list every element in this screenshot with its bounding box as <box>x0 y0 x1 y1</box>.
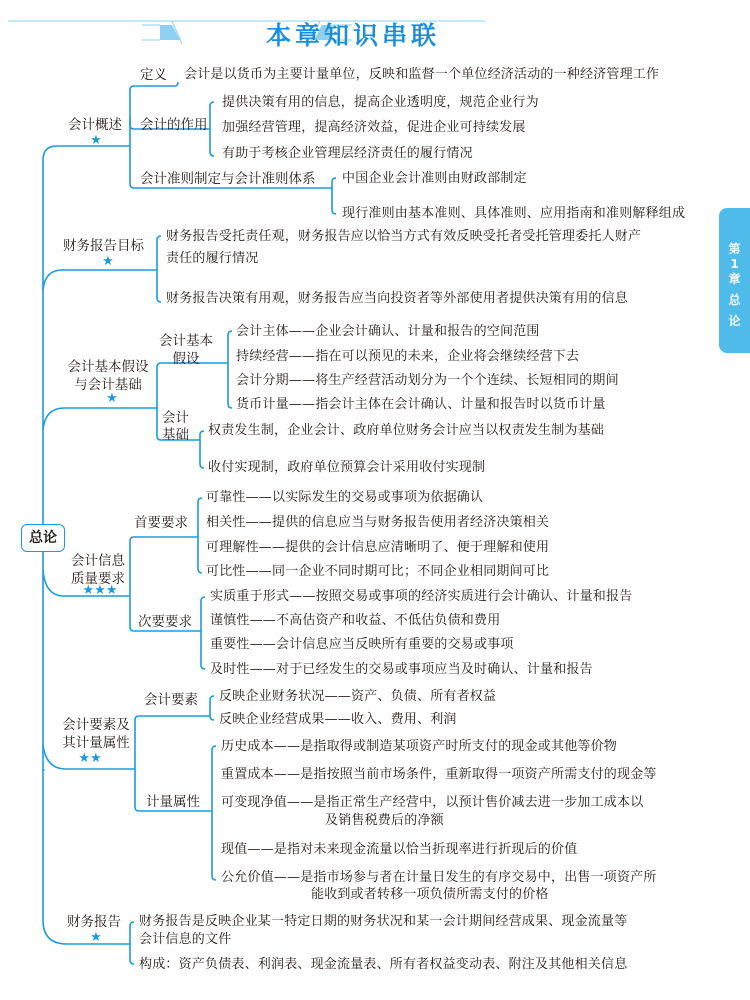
leaf-text: 谨慎性——不高估资产和收益、不低估负债和费用 <box>210 613 501 628</box>
sub-label[interactable] <box>162 410 189 444</box>
sub-label[interactable]: 会计要素 <box>144 692 198 708</box>
leaf-text: 中国企业会计准则由财政部制定 <box>342 171 527 186</box>
leaf-text: 会计主体——企业会计确认、计量和报告的空间范围 <box>236 324 540 339</box>
leaf-text: 财务报告受托责任观，财务报告应以恰当方式有效反映受托者受托管理委托人财产 <box>166 229 642 244</box>
sub-label[interactable]: 会计的作用 <box>140 117 208 133</box>
leaf-text: 权责发生制，企业会计、政府单位财务会计应当以权责发生制为基础 <box>208 423 605 438</box>
importance-stars: ★ <box>106 391 118 406</box>
leaf-text: 有助于考核企业管理层经济责任的履行情况 <box>222 146 473 161</box>
leaf-text: 加强经营管理，提高经济效益，促进企业可持续发展 <box>222 120 526 135</box>
leaf-text: 提供决策有用的信息，提高企业透明度，规范企业行为 <box>222 95 539 110</box>
branch-label-line: 会计基本假设 <box>67 359 149 375</box>
page-title: 本章知识串联 <box>266 21 441 50</box>
leaf-text: 反映企业经营成果——收入、费用、利润 <box>219 712 457 727</box>
branch-label[interactable]: 财务报告 <box>67 914 121 930</box>
leaf-text: 会计分期——将生产经营活动划分为一个个连续、长短相同的期间 <box>236 373 619 388</box>
leaf-text: 及销售税费后的净额 <box>325 813 444 828</box>
sub-label[interactable]: 计量属性 <box>146 794 200 810</box>
leaf-text: 财务报告决策有用观，财务报告应当向投资者等外部使用者提供决策有用的信息 <box>166 291 629 306</box>
branch-label[interactable]: 财务报告目标 <box>63 238 144 254</box>
sub-label-line: 基础 <box>162 427 189 443</box>
leaf-text: 能收到或者转移一项负债所需支付的价格 <box>311 887 549 902</box>
side-tab-char: 总 <box>728 293 741 307</box>
leaf-text: 构成：资产负债表、利润表、现金流量表、所有者权益变动表、附注及其他相关信息 <box>139 957 628 972</box>
leaf-text: 持续经营——指在可以预见的未来，企业将会继续经营下去 <box>236 349 580 364</box>
root-node[interactable]: 总论 <box>21 524 65 552</box>
leaf-text: 公允价值——是指市场参与者在计量日发生的有序交易中，出售一项资产所 <box>221 870 657 885</box>
leaf-text: 反映企业财务状况——资产、负债、所有者权益 <box>219 689 497 704</box>
leaf-text: 财务报告是反映企业某一特定日期的财务状况和某一会计期间经营成果、现金流量等 <box>139 914 628 929</box>
leaf-text: 会计是以货币为主要计量单位，反映和监督一个单位经济活动的一种经济管理工作 <box>184 67 660 82</box>
branch-label[interactable]: 会计概述 <box>68 117 122 133</box>
leaf-text: 可理解性——提供的会计信息应清晰明了、便于理解和使用 <box>206 540 550 555</box>
branch-label-line: 质量要求 <box>71 571 125 587</box>
importance-stars: ★ <box>102 254 114 269</box>
sub-label-line: 会计 <box>162 410 189 426</box>
sub-label[interactable]: 会计准则制定与会计准则体系 <box>140 171 316 187</box>
leaf-text: 可变现净值——是指正常生产经营中，以预计售价减去进一步加工成本以 <box>221 795 644 810</box>
side-tab-char: 章 <box>728 272 741 286</box>
leaf-text: 相关性——提供的信息应当与财务报告使用者经济决策相关 <box>206 515 550 530</box>
branch-label-line: 会计信息 <box>71 553 125 569</box>
branch-label-line: 会计要素及 <box>62 717 130 733</box>
leaf-text: 重置成本——是指按照当前市场条件，重新取得一项资产所需支付的现金等 <box>221 767 657 782</box>
sub-label[interactable] <box>155 332 217 368</box>
leaf-text: 实质重于形式——按照交易或事项的经济实质进行会计确认、计量和报告 <box>210 589 633 604</box>
leaf-text: 可靠性——以实际发生的交易或事项为依据确认 <box>206 490 484 505</box>
importance-stars: ★ <box>90 930 102 945</box>
leaf-text: 现值——是指对未来现金流量以恰当折现率进行折现后的价值 <box>221 842 578 857</box>
leaf-text: 现行准则由基本准则、具体准则、应用指南和准则解释组成 <box>342 206 686 221</box>
branch-label[interactable] <box>56 716 136 752</box>
importance-stars: ★★ <box>78 751 102 766</box>
leaf-text: 责任的履行情况 <box>166 251 259 266</box>
leaf-text: 货币计量——指会计主体在会计确认、计量和报告时以货币计量 <box>236 397 606 412</box>
sub-label[interactable]: 次要要求 <box>138 614 192 630</box>
branch-label-line: 与会计基础 <box>74 377 142 393</box>
importance-stars: ★★★ <box>82 583 118 598</box>
leaf-text: 及时性——对于已经发生的交易或事项应当及时确认、计量和报告 <box>210 662 593 677</box>
leaf-text: 可比性——同一企业不同时期可比；不同企业相同期间可比 <box>206 564 550 579</box>
leaf-text: 重要性——会计信息应当反映所有重要的交易或事项 <box>210 637 514 652</box>
branch-label[interactable] <box>60 358 156 394</box>
leaf-text: 历史成本——是指取得或制造某项资产时所支付的现金或其他等价物 <box>221 739 618 754</box>
leaf-text: 收付实现制，政府单位预算会计采用收付实现制 <box>208 460 486 475</box>
sub-label[interactable]: 定义 <box>140 67 167 83</box>
sub-label-line: 假设 <box>172 351 200 367</box>
importance-stars: ★ <box>90 133 102 148</box>
sub-label-line: 会计基本 <box>159 333 213 349</box>
branch-label-line: 其计量属性 <box>62 735 130 751</box>
side-tab-char: 第 <box>728 242 741 256</box>
side-tab-char: 1 <box>730 257 739 271</box>
side-tab-char: 论 <box>728 314 741 328</box>
leaf-text: 会计信息的文件 <box>139 932 232 947</box>
sub-label[interactable]: 首要要求 <box>134 515 188 531</box>
